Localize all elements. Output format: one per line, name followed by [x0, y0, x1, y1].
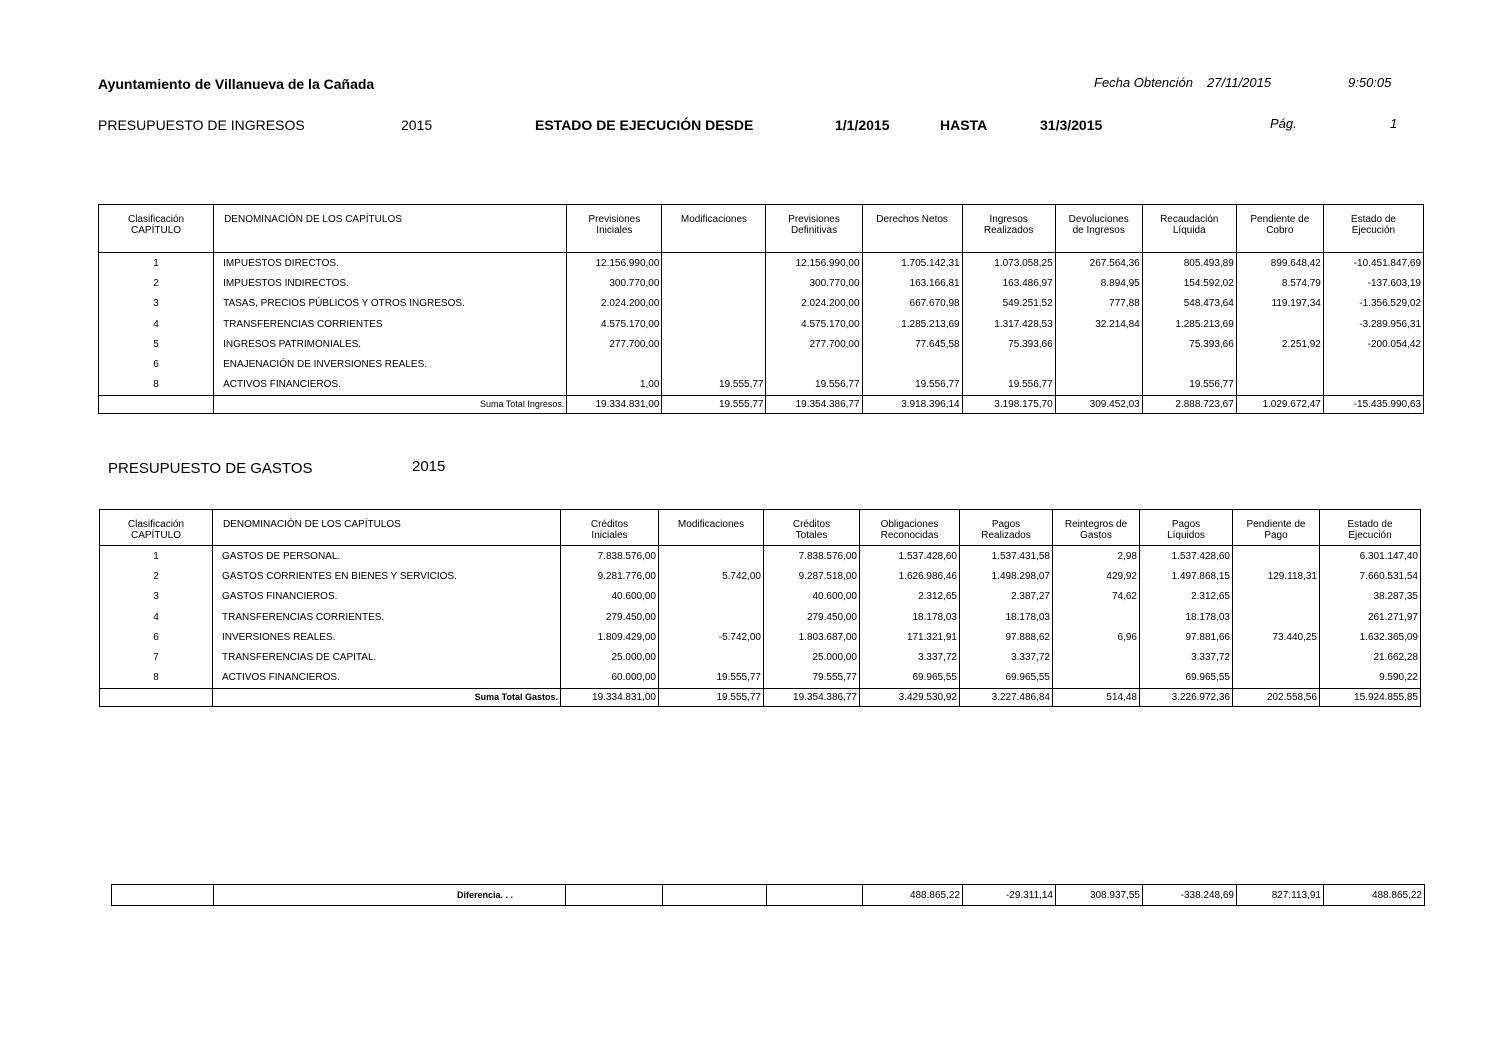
amount-cell: 2,98	[1053, 546, 1140, 567]
amount-cell: 163.166,81	[862, 273, 962, 293]
ingresos-header-text: Pendiente de	[1250, 214, 1310, 225]
amount-cell: 73.440,25	[1233, 627, 1320, 647]
total-amount: 15.924.855,85	[1320, 689, 1421, 707]
amount-cell: 300.770,00	[766, 273, 862, 293]
amount-cell: 19.556,77	[1142, 375, 1236, 396]
gastos-header-text: Totales	[795, 530, 828, 541]
capitulo-code: 5	[153, 338, 159, 350]
ingresos-table	[98, 204, 1424, 414]
gastos-row	[100, 647, 1421, 667]
amount-cell: 3.337,72	[1140, 647, 1233, 667]
amount-cell	[1236, 375, 1323, 396]
amount-cell	[1236, 354, 1323, 374]
gastos-row	[100, 627, 1421, 647]
fecha-value: 27/11/2015	[1207, 75, 1272, 90]
gastos-header-row	[100, 510, 1421, 546]
gastos-row	[100, 607, 1421, 627]
amount-cell: 32.214,84	[1055, 314, 1142, 334]
amount-cell	[1233, 668, 1320, 689]
diferencia-amount: 488.865,22	[1324, 885, 1425, 906]
gastos-header-text: Pagos	[1171, 519, 1201, 530]
amount-cell: 2.251,92	[1236, 334, 1323, 354]
amount-cell: 8.574,79	[1236, 273, 1323, 293]
gastos-header-cell	[1233, 510, 1320, 546]
amount-cell: 2.024.200,00	[567, 294, 662, 314]
amount-cell	[1055, 354, 1142, 374]
capitulo-code: 4	[153, 318, 159, 330]
entity-name: Ayuntamiento de Villanueva de la Cañada	[98, 76, 375, 92]
gastos-header-text: CAPÍTULO	[130, 530, 181, 541]
ingresos-header-text: Estado de	[1350, 214, 1396, 225]
total-amount: -15.435.990,63	[1323, 396, 1423, 414]
amount-cell	[662, 273, 766, 293]
amount-cell: 267.564,36	[1055, 253, 1142, 274]
pag-label: Pág.	[1270, 116, 1297, 131]
ingresos-header-row	[99, 205, 1424, 253]
hasta-date: 31/3/2015	[1040, 117, 1103, 133]
amount-cell: 7.838.576,00	[764, 546, 860, 567]
gastos-header-cell	[1140, 510, 1233, 546]
amount-cell	[1055, 334, 1142, 354]
capitulo-code: 7	[153, 652, 159, 664]
gastos-header-text: Reconocidas	[880, 530, 939, 541]
amount-cell: 60.000,00	[561, 668, 659, 689]
ingresos-header-cell	[766, 205, 862, 253]
diferencia-table	[111, 884, 1425, 906]
gastos-header-text: Pendiente de	[1246, 519, 1306, 530]
ingresos-header-text: Ingresos	[989, 214, 1028, 225]
total-amount: 3.198.175,70	[962, 396, 1055, 414]
capitulo-name: TASAS, PRECIOS PÚBLICOS Y OTROS INGRESOS.	[214, 294, 567, 314]
ingresos-total-row	[99, 396, 1424, 414]
amount-cell: 2.387,27	[960, 587, 1053, 607]
amount-cell: 19.555,77	[662, 375, 766, 396]
amount-cell	[1323, 375, 1423, 396]
gastos-header-text: Pago	[1264, 530, 1288, 541]
capitulo-code: 6	[153, 631, 159, 643]
amount-cell: 548.473,64	[1142, 294, 1236, 314]
amount-cell: 69.965,55	[960, 668, 1053, 689]
amount-cell	[662, 294, 766, 314]
ingresos-header-text: CAPÍTULO	[131, 225, 182, 236]
capitulo-name: TRANSFERENCIAS CORRIENTES.	[213, 607, 561, 627]
amount-cell: 4.575.170,00	[766, 314, 862, 334]
amount-cell: 2.024.200,00	[766, 294, 862, 314]
ingresos-row	[99, 354, 1424, 374]
amount-cell: 9.287.518,00	[764, 566, 860, 586]
ingresos-header-cell	[1323, 205, 1423, 253]
ingresos-header-cell	[662, 205, 766, 253]
amount-cell	[1233, 546, 1320, 567]
amount-cell: 1.285.213,69	[862, 314, 962, 334]
amount-cell: 6,96	[1053, 627, 1140, 647]
amount-cell: 3.337,72	[860, 647, 960, 667]
total-empty-cell	[99, 396, 214, 414]
gastos-total-row	[100, 689, 1421, 707]
gastos-header-text: Líquidos	[1167, 530, 1205, 541]
amount-cell: 277.700,00	[766, 334, 862, 354]
diferencia-empty-cell	[112, 885, 214, 906]
amount-cell: 19.556,77	[962, 375, 1055, 396]
gastos-header-text: Ejecución	[1348, 530, 1392, 541]
total-amount: 19.354.386,77	[766, 396, 862, 414]
amount-cell	[1233, 607, 1320, 627]
ingresos-row	[99, 253, 1424, 274]
amount-cell: 300.770,00	[567, 273, 662, 293]
ingresos-row	[99, 314, 1424, 334]
gastos-header-cell	[764, 510, 860, 546]
diferencia-amount: -338.248,69	[1143, 885, 1237, 906]
amount-cell: 1,00	[567, 375, 662, 396]
amount-cell: -137.603,19	[1323, 273, 1423, 293]
capitulo-name: TRANSFERENCIAS DE CAPITAL.	[213, 647, 561, 667]
amount-cell	[659, 546, 764, 567]
gastos-header-text: Modificaciones	[677, 519, 745, 530]
amount-cell	[1053, 647, 1140, 667]
total-amount: 19.555,77	[662, 396, 766, 414]
amount-cell: 277.700,00	[567, 334, 662, 354]
capitulo-code: 3	[153, 591, 159, 603]
diferencia-amount	[663, 885, 767, 906]
amount-cell: 1.498.298,07	[960, 566, 1053, 586]
amount-cell: 79.555,77	[764, 668, 860, 689]
amount-cell	[862, 354, 962, 374]
ingresos-row	[99, 294, 1424, 314]
capitulo-name: GASTOS CORRIENTES EN BIENES Y SERVICIOS.	[213, 566, 561, 586]
capitulo-code: 1	[153, 550, 159, 562]
presupuesto-gastos-title: PRESUPUESTO DE GASTOS	[108, 460, 313, 477]
amount-cell	[1053, 607, 1140, 627]
capitulo-name: TRANSFERENCIAS CORRIENTES	[214, 314, 567, 334]
gastos-header-cell	[1053, 510, 1140, 546]
amount-cell: 69.965,55	[1140, 668, 1233, 689]
amount-cell	[1053, 668, 1140, 689]
amount-cell	[1055, 375, 1142, 396]
total-label: Suma Total Gastos.	[213, 689, 561, 707]
ingresos-row	[99, 334, 1424, 354]
gastos-header-text: Obligaciones	[880, 519, 939, 530]
amount-cell	[1233, 587, 1320, 607]
amount-cell: 154.592,02	[1142, 273, 1236, 293]
diferencia-amount	[566, 885, 663, 906]
amount-cell: -3.289.956,31	[1323, 314, 1423, 334]
amount-cell: 777,88	[1055, 294, 1142, 314]
capitulo-name: ACTIVOS FINANCIEROS.	[213, 668, 561, 689]
amount-cell: 40.600,00	[764, 587, 860, 607]
amount-cell	[659, 607, 764, 627]
ingresos-header-text: Líquida	[1172, 225, 1206, 236]
amount-cell	[1236, 314, 1323, 334]
amount-cell	[662, 253, 766, 274]
pag-number: 1	[1390, 116, 1398, 131]
amount-cell: 97.881,66	[1140, 627, 1233, 647]
amount-cell: 171.321,91	[860, 627, 960, 647]
amount-cell: 5.742,00	[659, 566, 764, 586]
amount-cell: 12.156.990,00	[766, 253, 862, 274]
amount-cell: 1.537.428,60	[1140, 546, 1233, 567]
capitulo-code: 8	[153, 379, 159, 391]
gastos-header-text: Pagos	[991, 519, 1021, 530]
ingresos-header-text: Iniciales	[596, 225, 633, 236]
gastos-header-text: Reintegros de	[1064, 519, 1128, 530]
gastos-header-cell	[1320, 510, 1421, 546]
amount-cell: 9.281.776,00	[561, 566, 659, 586]
total-amount: 2.888.723,67	[1142, 396, 1236, 414]
ingresos-header-text: Recaudación	[1160, 214, 1219, 225]
amount-cell: 129.118,31	[1233, 566, 1320, 586]
amount-cell: -200.054,42	[1323, 334, 1423, 354]
ingresos-header-cell	[99, 205, 214, 253]
ingresos-header-cell	[1055, 205, 1142, 253]
amount-cell: 1.537.431,58	[960, 546, 1053, 567]
total-amount: 19.334.831,00	[561, 689, 659, 707]
amount-cell: 549.251,52	[962, 294, 1055, 314]
ingresos-header-cell	[214, 205, 567, 253]
amount-cell: 279.450,00	[764, 607, 860, 627]
ingresos-row	[99, 273, 1424, 293]
capitulo-code: 2	[153, 277, 159, 289]
capitulo-code: 3	[153, 298, 159, 310]
amount-cell: 4.575.170,00	[567, 314, 662, 334]
total-amount: 202.558,56	[1233, 689, 1320, 707]
gastos-header-text: Estado de	[1347, 519, 1393, 530]
amount-cell	[1142, 354, 1236, 374]
amount-cell: 19.556,77	[766, 375, 862, 396]
amount-cell: 18.178,03	[960, 607, 1053, 627]
gastos-header-text: Gastos	[1080, 530, 1112, 541]
amount-cell: 667.670,98	[862, 294, 962, 314]
amount-cell: 119.197,34	[1236, 294, 1323, 314]
amount-cell: 77.645,58	[862, 334, 962, 354]
amount-cell: 18.178,03	[1140, 607, 1233, 627]
amount-cell: 1.803.687,00	[764, 627, 860, 647]
gastos-row	[100, 566, 1421, 586]
amount-cell: 75.393,66	[1142, 334, 1236, 354]
diferencia-amount: -29.311,14	[963, 885, 1056, 906]
total-label: Suma Total Ingresos.	[214, 396, 567, 414]
gastos-row	[100, 587, 1421, 607]
amount-cell: 19.555,77	[659, 668, 764, 689]
ingresos-header-cell	[567, 205, 662, 253]
capitulo-name: ENAJENACIÓN DE INVERSIONES REALES.	[214, 354, 567, 374]
amount-cell: 19.556,77	[862, 375, 962, 396]
amount-cell: 97.888,62	[960, 627, 1053, 647]
amount-cell: 1.537.428,60	[860, 546, 960, 567]
total-amount: 3.227.486,84	[960, 689, 1053, 707]
amount-cell: 1.285.213,69	[1142, 314, 1236, 334]
total-amount: 19.555,77	[659, 689, 764, 707]
capitulo-code: 2	[153, 570, 159, 582]
capitulo-name: INVERSIONES REALES.	[213, 627, 561, 647]
amount-cell: 429,92	[1053, 566, 1140, 586]
hora-value: 9:50:05	[1348, 75, 1392, 90]
gastos-header-text: Clasificación	[127, 519, 185, 530]
capitulo-code: 1	[153, 257, 159, 269]
ingresos-header-text: Ejecución	[1351, 225, 1396, 236]
amount-cell: 25.000,00	[561, 647, 659, 667]
amount-cell: 74,62	[1053, 587, 1140, 607]
capitulo-name: IMPUESTOS DIRECTOS.	[214, 253, 567, 274]
gastos-header-text: Realizados	[981, 530, 1031, 541]
amount-cell: 1.073.058,25	[962, 253, 1055, 274]
gastos-row	[100, 546, 1421, 567]
ingresos-header-text: Modificaciones	[680, 214, 748, 225]
amount-cell: 9.590,22	[1320, 668, 1421, 689]
amount-cell: 279.450,00	[561, 607, 659, 627]
total-amount: 19.334.831,00	[567, 396, 662, 414]
amount-cell: 25.000,00	[764, 647, 860, 667]
gastos-year: 2015	[412, 458, 446, 475]
amount-cell: 38.287,35	[1320, 587, 1421, 607]
amount-cell: 8.894,95	[1055, 273, 1142, 293]
total-amount: 514,48	[1053, 689, 1140, 707]
ingresos-header-text: DENOMINACIÓN DE LOS CAPÍTULOS	[224, 214, 402, 225]
amount-cell	[962, 354, 1055, 374]
amount-cell: 163.486,97	[962, 273, 1055, 293]
total-amount: 3.918.396,14	[862, 396, 962, 414]
ingresos-row	[99, 375, 1424, 396]
amount-cell	[662, 354, 766, 374]
ingresos-header-cell	[862, 205, 962, 253]
total-amount: 309.452,03	[1055, 396, 1142, 414]
amount-cell	[659, 647, 764, 667]
gastos-header-text: Iniciales	[591, 530, 628, 541]
diferencia-amount	[767, 885, 863, 906]
amount-cell: 7.660.531,54	[1320, 566, 1421, 586]
amount-cell: 6.301.147,40	[1320, 546, 1421, 567]
ingresos-header-text: Derechos Netos	[876, 214, 948, 225]
presupuesto-ingresos-title: PRESUPUESTO DE INGRESOS	[98, 117, 305, 133]
amount-cell: 1.705.142,31	[862, 253, 962, 274]
ingresos-header-text: Definitivas	[790, 225, 838, 236]
amount-cell: 1.317.428,53	[962, 314, 1055, 334]
amount-cell: 40.600,00	[561, 587, 659, 607]
capitulo-name: INGRESOS PATRIMONIALES.	[214, 334, 567, 354]
amount-cell: 1.809.429,00	[561, 627, 659, 647]
amount-cell	[662, 314, 766, 334]
gastos-header-cell	[860, 510, 960, 546]
amount-cell: 69.965,55	[860, 668, 960, 689]
amount-cell	[1323, 354, 1423, 374]
gastos-header-cell	[561, 510, 659, 546]
gastos-header-text: Créditos	[590, 519, 629, 530]
ingresos-header-cell	[1236, 205, 1323, 253]
capitulo-code: 6	[153, 359, 159, 371]
diferencia-row	[112, 885, 1425, 906]
ingresos-header-text: Cobro	[1266, 225, 1294, 236]
amount-cell: 261.271,97	[1320, 607, 1421, 627]
amount-cell: 7.838.576,00	[561, 546, 659, 567]
desde-date: 1/1/2015	[835, 117, 890, 133]
gastos-table	[99, 509, 1421, 707]
total-amount: 3.226.972,36	[1140, 689, 1233, 707]
capitulo-code: 8	[153, 672, 159, 684]
ingresos-header-text: Clasificación	[127, 214, 185, 225]
hasta-label: HASTA	[940, 117, 988, 133]
diferencia-amount: 308.937,55	[1056, 885, 1143, 906]
gastos-header-cell	[213, 510, 561, 546]
ingresos-header-text: Devoluciones	[1068, 214, 1129, 225]
ingresos-header-text: Previsiones	[588, 214, 641, 225]
capitulo-name: ACTIVOS FINANCIEROS.	[214, 375, 567, 396]
amount-cell: 899.648,42	[1236, 253, 1323, 274]
amount-cell: 1.632.365,09	[1320, 627, 1421, 647]
amount-cell: 1.497.868,15	[1140, 566, 1233, 586]
amount-cell: 805.493,89	[1142, 253, 1236, 274]
capitulo-name: GASTOS DE PERSONAL.	[213, 546, 561, 567]
gastos-row	[100, 668, 1421, 689]
amount-cell: 3.337,72	[960, 647, 1053, 667]
total-amount: 1.029.672,47	[1236, 396, 1323, 414]
ingresos-header-cell	[962, 205, 1055, 253]
amount-cell	[662, 334, 766, 354]
gastos-header-text: DENOMINACIÓN DE LOS CAPÍTULOS	[223, 519, 401, 530]
estado-label: ESTADO DE EJECUCIÓN DESDE	[535, 117, 754, 133]
fecha-label: Fecha Obtención	[1094, 75, 1194, 90]
amount-cell	[659, 587, 764, 607]
amount-cell: -10.451.847,69	[1323, 253, 1423, 274]
total-empty-cell	[100, 689, 213, 707]
amount-cell	[766, 354, 862, 374]
amount-cell: 2.312,65	[860, 587, 960, 607]
total-amount: 3.429.530,92	[860, 689, 960, 707]
capitulo-code: 4	[153, 611, 159, 623]
amount-cell: 18.178,03	[860, 607, 960, 627]
total-amount: 19.354.386,77	[764, 689, 860, 707]
amount-cell: -5.742,00	[659, 627, 764, 647]
diferencia-amount: 488.865,22	[863, 885, 963, 906]
amount-cell: 12.156.990,00	[567, 253, 662, 274]
ingresos-header-cell	[1142, 205, 1236, 253]
gastos-header-cell	[659, 510, 764, 546]
capitulo-name: GASTOS FINANCIEROS.	[213, 587, 561, 607]
amount-cell: 2.312,65	[1140, 587, 1233, 607]
amount-cell: 1.626.986,46	[860, 566, 960, 586]
capitulo-name: IMPUESTOS INDIRECTOS.	[214, 273, 567, 293]
amount-cell	[1233, 647, 1320, 667]
amount-cell: 75.393,66	[962, 334, 1055, 354]
diferencia-label: Diferencia. . .	[214, 885, 566, 906]
amount-cell	[567, 354, 662, 374]
amount-cell: -1.356.529,02	[1323, 294, 1423, 314]
gastos-header-cell	[100, 510, 213, 546]
ingresos-header-text: Realizados	[983, 225, 1034, 236]
ingresos-header-text: de Ingresos	[1072, 225, 1125, 236]
ingresos-year: 2015	[401, 117, 433, 133]
diferencia-amount: 827.113,91	[1237, 885, 1324, 906]
ingresos-header-text: Previsiones	[788, 214, 840, 225]
gastos-header-text: Créditos	[792, 519, 831, 530]
amount-cell: 21.662,28	[1320, 647, 1421, 667]
gastos-header-cell	[960, 510, 1053, 546]
